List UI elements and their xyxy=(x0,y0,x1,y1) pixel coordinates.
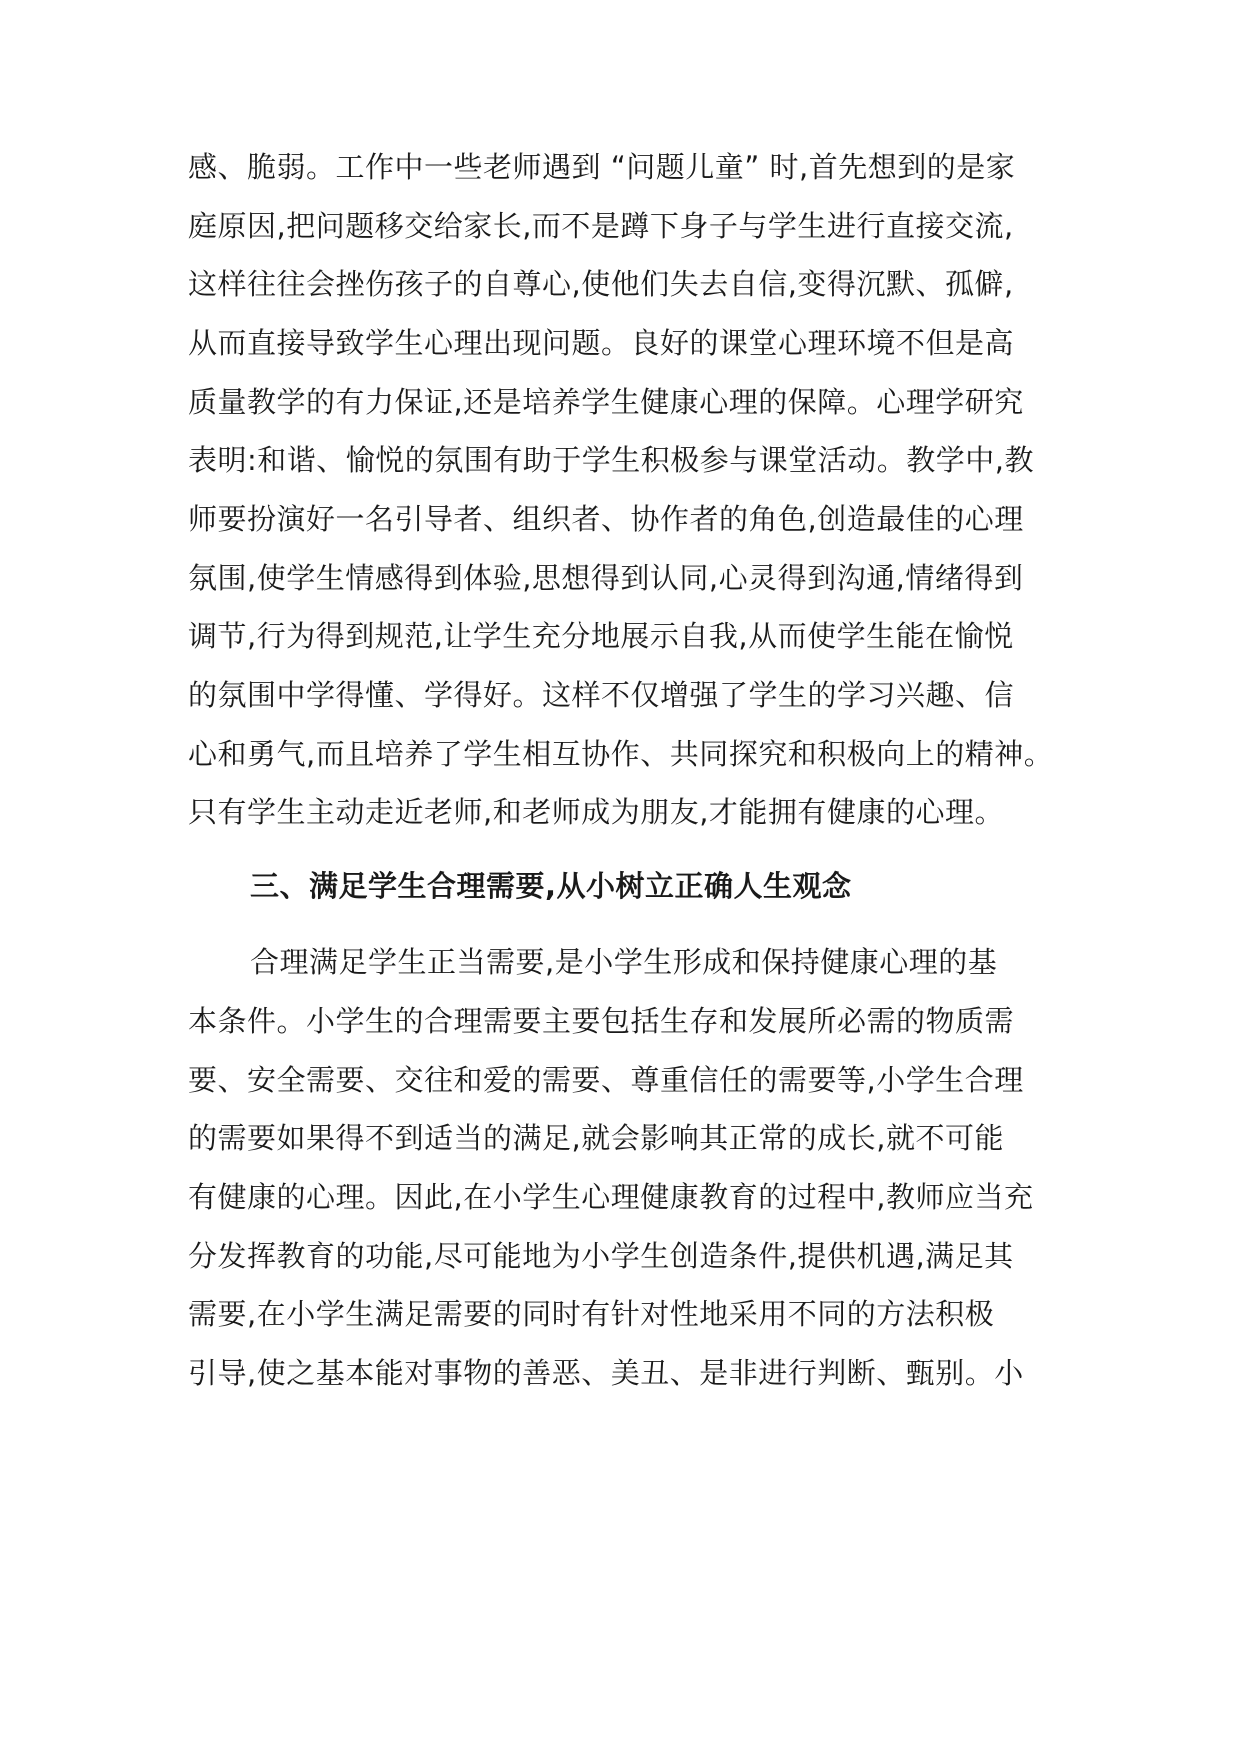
paragraph-1-line-2: 庭原因,把问题移交给家长,而不是蹲下身子与学生进行直接交流, xyxy=(188,209,1014,243)
paragraph-1-line-8: 氛围,使学生情感得到体验,思想得到认同,心灵得到沟通,情绪得到 xyxy=(188,561,1024,595)
paragraph-1-line-10: 的氛围中学得懂、学得好。这样不仅增强了学生的学习兴趣、信 xyxy=(188,678,1015,712)
paragraph-2-line-5: 有健康的心理。因此,在小学生心理健康教育的过程中,教师应当充 xyxy=(188,1180,1034,1214)
paragraph-1-line-6: 表明:和谐、愉悦的氛围有助于学生积极参与课堂活动。教学中,教 xyxy=(188,443,1034,477)
paragraph-2-line-1: 合理满足学生正当需要,是小学生形成和保持健康心理的基 xyxy=(250,945,998,979)
paragraph-2-line-3: 要、安全需要、交往和爱的需要、尊重信任的需要等,小学生合理 xyxy=(188,1063,1024,1097)
paragraph-1-line-12: 只有学生主动走近老师,和老师成为朋友,才能拥有健康的心理。 xyxy=(188,795,1004,829)
paragraph-2-line-4: 的需要如果得不到适当的满足,就会影响其正常的成长,就不可能 xyxy=(188,1121,1004,1155)
paragraph-1-line-4: 从而直接导致学生心理出现问题。良好的课堂心理环境不但是高 xyxy=(188,326,1015,360)
paragraph-1-line-11: 心和勇气,而且培养了学生相互协作、共同探究和积极向上的精神。 xyxy=(188,737,1054,771)
section-3-heading: 三、满足学生合理需要,从小树立正确人生观念 xyxy=(250,869,852,903)
paragraph-2-line-7: 需要,在小学生满足需要的同时有针对性地采用不同的方法积极 xyxy=(188,1297,995,1331)
paragraph-2-line-2: 本条件。小学生的合理需要主要包括生存和发展所必需的物质需 xyxy=(188,1004,1015,1038)
paragraph-2-line-8: 引导,使之基本能对事物的善恶、美丑、是非进行判断、甄别。小 xyxy=(188,1356,1024,1390)
paragraph-1-line-9: 调节,行为得到规范,让学生充分地展示自我,从而使学生能在愉悦 xyxy=(188,619,1014,653)
paragraph-1-line-7: 师要扮演好一名引导者、组织者、协作者的角色,创造最佳的心理 xyxy=(188,502,1024,536)
paragraph-2-line-6: 分发挥教育的功能,尽可能地为小学生创造条件,提供机遇,满足其 xyxy=(188,1239,1014,1273)
paragraph-1-line-3: 这样往往会挫伤孩子的自尊心,使他们失去自信,变得沉默、孤僻, xyxy=(188,267,1014,301)
paragraph-1-line-1: 感、脆弱。工作中一些老师遇到 “问题儿童” 时,首先想到的是家 xyxy=(188,150,1016,184)
paragraph-1-line-5: 质量教学的有力保证,还是培养学生健康心理的保障。心理学研究 xyxy=(188,385,1024,419)
